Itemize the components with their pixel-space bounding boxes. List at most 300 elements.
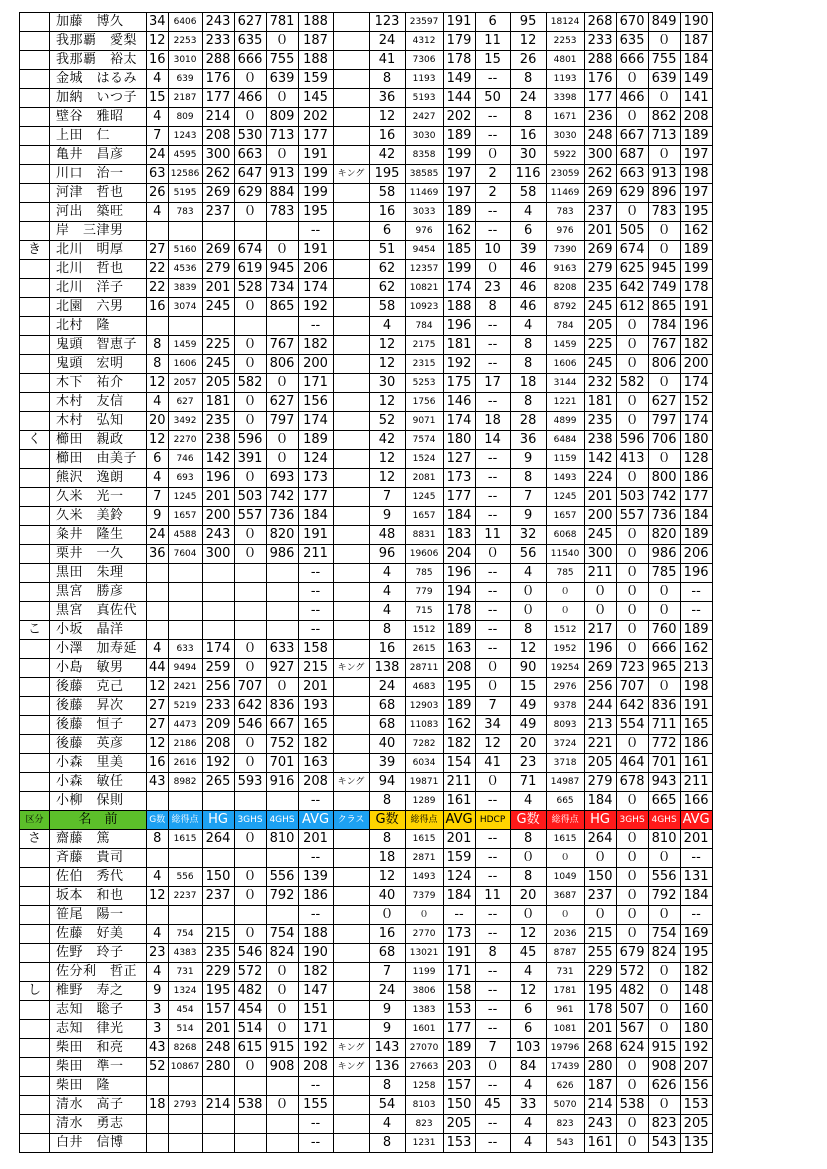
score-cell: ０ — [648, 906, 680, 925]
score-cell: 233 — [202, 697, 234, 716]
score-cell: 6 — [510, 1001, 546, 1020]
score-cell: 454 — [234, 1001, 266, 1020]
score-cell: 679 — [616, 944, 648, 963]
score-cell: 713 — [648, 127, 680, 146]
score-cell: 772 — [648, 735, 680, 754]
score-cell: 12 — [369, 469, 405, 488]
kana-index-cell — [20, 963, 50, 982]
score-cell: 986 — [648, 545, 680, 564]
kana-index-cell — [20, 13, 50, 32]
table-row — [20, 89, 713, 108]
table-row — [20, 279, 713, 298]
player-name-cell: 熊沢 逸朗 — [50, 469, 147, 488]
player-name-cell: 栗井 一久 — [50, 545, 147, 564]
score-cell: 2 — [475, 165, 510, 184]
score-cell: 543 — [546, 1134, 584, 1153]
score-cell: 10867 — [168, 1058, 202, 1077]
table-row — [20, 868, 713, 887]
class-cell — [333, 830, 369, 849]
score-cell: 625 — [616, 260, 648, 279]
score-cell: 232 — [584, 374, 616, 393]
score-cell: 243 — [584, 1115, 616, 1134]
score-cell: 174 — [443, 279, 475, 298]
player-name-cell: 清水 高子 — [50, 1096, 147, 1115]
score-cell: ０ — [234, 659, 266, 678]
score-cell: 176 — [584, 70, 616, 89]
score-cell: 783 — [546, 203, 584, 222]
score-cell: 546 — [234, 716, 266, 735]
score-cell: 206 — [680, 545, 712, 564]
score-cell: 896 — [648, 184, 680, 203]
score-cell: 1459 — [168, 336, 202, 355]
score-cell: ０ — [405, 906, 443, 925]
score-cell: 150 — [202, 868, 234, 887]
score-cell: 27663 — [405, 1058, 443, 1077]
score-cell: 202 — [443, 108, 475, 127]
score-cell: ０ — [648, 849, 680, 868]
score-cell: 482 — [616, 982, 648, 1001]
score-cell: 4 — [369, 583, 405, 602]
score-cell: 201 — [680, 830, 712, 849]
score-cell: 269 — [584, 241, 616, 260]
score-cell: 6 — [510, 1020, 546, 1039]
score-cell: 196 — [443, 317, 475, 336]
score-cell: 3718 — [546, 754, 584, 773]
score-cell: 214 — [584, 1096, 616, 1115]
score-cell: 211 — [443, 773, 475, 792]
score-cell — [266, 621, 298, 640]
table-body-top — [20, 13, 713, 811]
score-cell: 152 — [680, 393, 712, 412]
score-cell: 2616 — [168, 754, 202, 773]
score-cell: ０ — [475, 659, 510, 678]
score-cell: 199 — [443, 146, 475, 165]
score-cell: 16 — [369, 127, 405, 146]
score-cell: ０ — [616, 108, 648, 127]
score-cell: 208 — [680, 108, 712, 127]
score-cell — [147, 1077, 169, 1096]
table-row — [20, 792, 713, 811]
score-cell: 18 — [147, 1096, 169, 1115]
score-cell: 626 — [648, 1077, 680, 1096]
score-cell: 12 — [369, 450, 405, 469]
score-cell: 1524 — [405, 450, 443, 469]
kana-index-cell — [20, 640, 50, 659]
score-cell: 2186 — [168, 735, 202, 754]
score-cell: 215 — [202, 925, 234, 944]
score-cell: ０ — [510, 849, 546, 868]
class-cell — [333, 621, 369, 640]
kana-index-cell — [20, 887, 50, 906]
score-cell: ０ — [266, 1001, 298, 1020]
score-cell: 36 — [147, 545, 169, 564]
score-cell: 8 — [510, 868, 546, 887]
score-cell: ０ — [648, 963, 680, 982]
score-cell: -- — [475, 640, 510, 659]
score-cell: 214 — [202, 1096, 234, 1115]
kana-index-cell — [20, 469, 50, 488]
score-cell: 755 — [648, 51, 680, 70]
score-cell: 8 — [510, 336, 546, 355]
score-cell: 20 — [510, 735, 546, 754]
score-cell: ０ — [648, 1096, 680, 1115]
score-cell: 181 — [443, 336, 475, 355]
score-cell: 46 — [510, 279, 546, 298]
score-cell: 706 — [648, 431, 680, 450]
score-cell: 754 — [266, 925, 298, 944]
table-row — [20, 925, 713, 944]
table-row — [20, 830, 713, 849]
score-cell: ０ — [234, 298, 266, 317]
table-row — [20, 184, 713, 203]
score-cell: 22 — [147, 260, 169, 279]
score-cell: 201 — [584, 1020, 616, 1039]
score-cell: 711 — [648, 716, 680, 735]
score-cell: 26 — [510, 51, 546, 70]
player-name-cell: 岸 三津男 — [50, 222, 147, 241]
score-cell: 213 — [680, 659, 712, 678]
score-cell: 201 — [298, 830, 333, 849]
score-cell — [266, 1077, 298, 1096]
player-name-cell: 久米 光一 — [50, 488, 147, 507]
header-games-period: G数 — [147, 811, 169, 830]
score-cell: 188 — [298, 925, 333, 944]
score-cell: 820 — [648, 526, 680, 545]
score-cell: 229 — [202, 963, 234, 982]
score-cell: 4 — [510, 1115, 546, 1134]
score-cell: 701 — [266, 754, 298, 773]
table-row — [20, 317, 713, 336]
score-cell: 196 — [202, 469, 234, 488]
score-cell: ０ — [616, 203, 648, 222]
score-cell: 17 — [475, 374, 510, 393]
score-cell — [234, 621, 266, 640]
score-cell: ０ — [234, 203, 266, 222]
class-cell — [333, 51, 369, 70]
table-row — [20, 165, 713, 184]
score-cell: 145 — [298, 89, 333, 108]
score-cell: 15 — [147, 89, 169, 108]
score-cell: 171 — [298, 374, 333, 393]
score-cell: ０ — [266, 678, 298, 697]
score-cell: 6068 — [546, 526, 584, 545]
score-cell: 619 — [234, 260, 266, 279]
score-cell: 139 — [298, 868, 333, 887]
score-cell: 12 — [147, 887, 169, 906]
score-cell: 976 — [405, 222, 443, 241]
score-cell: 248 — [202, 1039, 234, 1058]
score-cell: ０ — [584, 849, 616, 868]
score-cell: 1193 — [405, 70, 443, 89]
score-cell: 908 — [266, 1058, 298, 1077]
score-cell: 4536 — [168, 260, 202, 279]
score-cell: 3687 — [546, 887, 584, 906]
score-cell: 3030 — [546, 127, 584, 146]
score-cell: 243 — [202, 13, 234, 32]
kana-index-cell — [20, 773, 50, 792]
score-cell: 8 — [369, 70, 405, 89]
score-cell: 647 — [234, 165, 266, 184]
class-cell — [333, 526, 369, 545]
score-cell: 4 — [147, 640, 169, 659]
score-cell: 1159 — [546, 450, 584, 469]
score-cell: 781 — [266, 13, 298, 32]
score-cell: 908 — [648, 1058, 680, 1077]
score-cell: ０ — [510, 602, 546, 621]
score-cell: 836 — [266, 697, 298, 716]
player-name-cell: 志知 聡子 — [50, 1001, 147, 1020]
score-cell: 810 — [648, 830, 680, 849]
score-cell: ０ — [546, 602, 584, 621]
score-cell: 280 — [202, 1058, 234, 1077]
header-hdcp: HDCP — [475, 811, 510, 830]
kana-index-cell — [20, 450, 50, 469]
score-cell: 160 — [680, 1001, 712, 1020]
score-cell: 84 — [510, 1058, 546, 1077]
score-cell: 48 — [369, 526, 405, 545]
score-cell: 300 — [202, 146, 234, 165]
score-cell: 180 — [680, 1020, 712, 1039]
score-cell: 9 — [147, 982, 169, 1001]
class-cell: キング — [333, 773, 369, 792]
score-cell: 1952 — [546, 640, 584, 659]
table-row — [20, 1077, 713, 1096]
class-cell — [333, 1134, 369, 1153]
score-cell: ０ — [266, 374, 298, 393]
player-name-cell: 柴田 和亮 — [50, 1039, 147, 1058]
score-cell: ０ — [648, 1020, 680, 1039]
kana-index-cell — [20, 849, 50, 868]
score-cell: 752 — [266, 735, 298, 754]
score-cell — [202, 792, 234, 811]
score-cell: 205 — [443, 1115, 475, 1134]
score-cell: 965 — [648, 659, 680, 678]
table-row — [20, 906, 713, 925]
score-cell: ０ — [234, 830, 266, 849]
score-cell: 785 — [546, 564, 584, 583]
score-cell: 1258 — [405, 1077, 443, 1096]
score-cell: 9071 — [405, 412, 443, 431]
score-cell: 201 — [202, 1020, 234, 1039]
score-cell: 171 — [443, 963, 475, 982]
score-cell: 1493 — [405, 868, 443, 887]
score-cell: 12 — [369, 336, 405, 355]
score-cell: 7574 — [405, 431, 443, 450]
score-cell — [234, 1077, 266, 1096]
score-cell: 186 — [680, 735, 712, 754]
kana-index-cell — [20, 1058, 50, 1077]
score-cell: ０ — [475, 146, 510, 165]
score-cell: -- — [475, 1134, 510, 1153]
score-cell: 195 — [584, 982, 616, 1001]
header-total-year: 総得点 — [546, 811, 584, 830]
player-name-cell: 黒宮 勝彦 — [50, 583, 147, 602]
score-cell: -- — [680, 906, 712, 925]
score-cell: 11540 — [546, 545, 584, 564]
score-cell: ０ — [616, 564, 648, 583]
score-cell: 215 — [298, 659, 333, 678]
score-cell: 593 — [234, 773, 266, 792]
score-cell: 161 — [443, 792, 475, 811]
player-name-cell: 佐藤 好美 — [50, 925, 147, 944]
score-cell: 235 — [584, 412, 616, 431]
score-cell: 785 — [648, 564, 680, 583]
score-cell: -- — [298, 222, 333, 241]
score-cell: -- — [475, 906, 510, 925]
class-cell — [333, 13, 369, 32]
score-cell: 12903 — [405, 697, 443, 716]
score-cell: 187 — [680, 32, 712, 51]
score-cell: 8 — [510, 393, 546, 412]
score-cell: 186 — [680, 469, 712, 488]
score-cell — [234, 792, 266, 811]
score-cell: 12586 — [168, 165, 202, 184]
kana-index-cell — [20, 51, 50, 70]
score-cell: 687 — [616, 146, 648, 165]
score-cell: 12 — [475, 735, 510, 754]
kana-index-cell: く — [20, 431, 50, 450]
score-cell: 849 — [648, 13, 680, 32]
class-cell — [333, 602, 369, 621]
score-cell: 4899 — [546, 412, 584, 431]
score-cell: 191 — [298, 526, 333, 545]
kana-index-cell — [20, 70, 50, 89]
score-cell: 147 — [298, 982, 333, 1001]
score-cell: ０ — [266, 982, 298, 1001]
kana-index-cell — [20, 89, 50, 108]
score-cell: 201 — [584, 488, 616, 507]
player-name-cell: 鬼頭 宏明 — [50, 355, 147, 374]
score-cell: 265 — [202, 773, 234, 792]
score-cell: 30 — [369, 374, 405, 393]
score-cell: 235 — [202, 944, 234, 963]
score-cell: 779 — [405, 583, 443, 602]
score-cell — [168, 1077, 202, 1096]
score-cell: 159 — [298, 70, 333, 89]
score-cell: 1245 — [405, 488, 443, 507]
score-cell: 54 — [369, 1096, 405, 1115]
kana-index-cell — [20, 32, 50, 51]
score-cell: -- — [680, 583, 712, 602]
score-cell: 191 — [298, 146, 333, 165]
score-cell: 192 — [298, 298, 333, 317]
score-cell: 8982 — [168, 773, 202, 792]
score-cell: 269 — [202, 184, 234, 203]
class-cell — [333, 1096, 369, 1115]
player-name-cell: 小澤 加寿延 — [50, 640, 147, 659]
score-cell: 135 — [680, 1134, 712, 1153]
score-cell: 6 — [475, 13, 510, 32]
score-cell: 269 — [584, 184, 616, 203]
table-row — [20, 127, 713, 146]
score-cell: ０ — [546, 906, 584, 925]
score-cell: 572 — [616, 963, 648, 982]
score-cell: 10821 — [405, 279, 443, 298]
score-cell: 236 — [584, 108, 616, 127]
score-cell: 784 — [405, 317, 443, 336]
score-cell: 665 — [648, 792, 680, 811]
score-cell: 269 — [584, 659, 616, 678]
score-cell: 5922 — [546, 146, 584, 165]
score-cell: -- — [298, 602, 333, 621]
score-cell: 8 — [369, 1077, 405, 1096]
score-cell: 259 — [202, 659, 234, 678]
score-cell — [266, 222, 298, 241]
score-cell: 141 — [680, 89, 712, 108]
score-cell: 8093 — [546, 716, 584, 735]
score-cell: 8 — [475, 944, 510, 963]
score-cell: 927 — [266, 659, 298, 678]
score-cell: 158 — [443, 982, 475, 1001]
score-cell: 217 — [584, 621, 616, 640]
score-cell: 68 — [369, 944, 405, 963]
score-cell: 556 — [648, 868, 680, 887]
player-name-cell: 木村 友信 — [50, 393, 147, 412]
score-cell: ０ — [648, 241, 680, 260]
header-name: 名 前 — [50, 811, 147, 830]
score-cell: 7306 — [405, 51, 443, 70]
score-cell: -- — [475, 355, 510, 374]
score-cell: 42 — [369, 146, 405, 165]
class-cell — [333, 583, 369, 602]
table-row — [20, 640, 713, 659]
score-cell: 205 — [202, 374, 234, 393]
score-cell: 27 — [147, 716, 169, 735]
score-cell: 1324 — [168, 982, 202, 1001]
score-cell: 23059 — [546, 165, 584, 184]
score-cell — [202, 317, 234, 336]
table-row — [20, 1039, 713, 1058]
score-cell: ０ — [234, 355, 266, 374]
score-cell: 174 — [443, 412, 475, 431]
score-cell: 666 — [616, 51, 648, 70]
class-cell — [333, 1020, 369, 1039]
score-cell: 823 — [405, 1115, 443, 1134]
score-cell: 300 — [584, 146, 616, 165]
score-cell: 4 — [147, 469, 169, 488]
score-cell: ０ — [616, 640, 648, 659]
score-cell: 4 — [369, 317, 405, 336]
score-cell: ０ — [616, 887, 648, 906]
score-cell: ０ — [266, 89, 298, 108]
score-cell: ０ — [616, 792, 648, 811]
table-row — [20, 51, 713, 70]
score-cell: 2036 — [546, 925, 584, 944]
score-cell: ０ — [546, 849, 584, 868]
score-cell: 557 — [616, 507, 648, 526]
score-cell: -- — [475, 222, 510, 241]
score-cell: 784 — [546, 317, 584, 336]
score-cell — [168, 602, 202, 621]
score-cell: 43 — [147, 1039, 169, 1058]
score-cell: 256 — [584, 678, 616, 697]
score-cell: -- — [475, 203, 510, 222]
score-cell: 206 — [298, 260, 333, 279]
score-cell: 195 — [298, 203, 333, 222]
score-cell: 4 — [147, 203, 169, 222]
score-cell: 1657 — [405, 507, 443, 526]
kana-index-cell — [20, 678, 50, 697]
score-cell: 4595 — [168, 146, 202, 165]
kana-index-cell — [20, 1039, 50, 1058]
score-cell: 197 — [443, 184, 475, 203]
score-cell: 62 — [369, 260, 405, 279]
score-cell: 635 — [234, 32, 266, 51]
score-cell: 12 — [147, 735, 169, 754]
score-cell: 123 — [369, 13, 405, 32]
score-cell: 195 — [680, 203, 712, 222]
score-cell: 824 — [266, 944, 298, 963]
